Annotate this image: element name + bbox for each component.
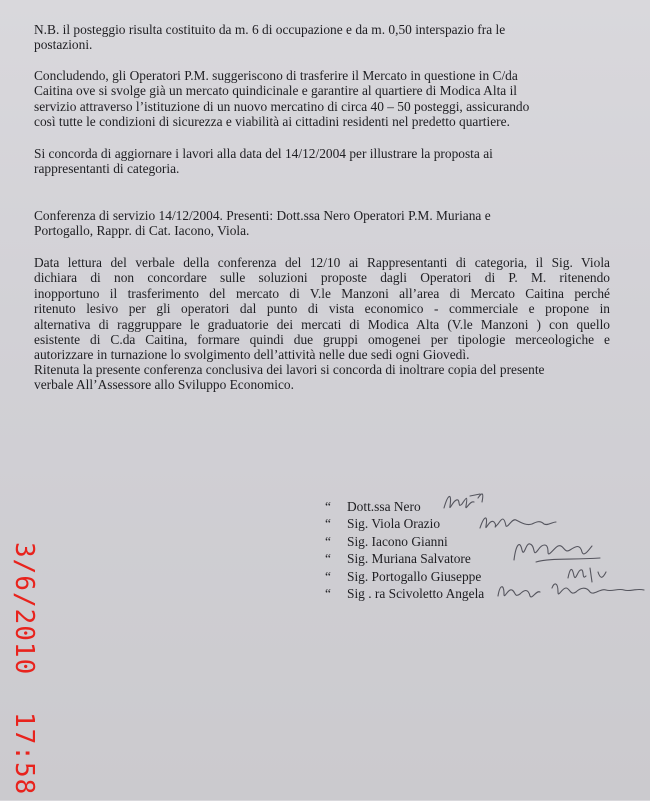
paragraph-data-lettura bbox=[34, 255, 610, 363]
paragraph-conferenza-servizio bbox=[34, 208, 612, 239]
timestamp-time: 17:58 bbox=[9, 712, 39, 796]
signatory-name: Sig. Portogallo Giuseppe bbox=[347, 568, 482, 584]
text-line: inopportuno il trasferimento del mercato di V.le Manzoni all’area di Mercato Caitina perché bbox=[34, 285, 610, 301]
signatory-row bbox=[325, 585, 645, 602]
paragraph-ritenuta bbox=[34, 362, 612, 393]
signatory-name: Sig. Iacono Gianni bbox=[347, 533, 448, 549]
ditto-mark: “ bbox=[325, 585, 331, 601]
signatory-list bbox=[325, 498, 645, 602]
ditto-mark: “ bbox=[325, 516, 331, 532]
text-line: postazioni. bbox=[34, 37, 93, 53]
text-line: verbale All’Assessore allo Sviluppo Economico. bbox=[34, 377, 294, 393]
text-line: rappresentanti di categoria. bbox=[34, 161, 180, 177]
signatory-row bbox=[325, 515, 645, 532]
text-line: Conferenza di servizio 14/12/2004. Presenti: Dott.ssa Nero Operatori P.M. Muriana e bbox=[34, 208, 491, 223]
signatory-row bbox=[325, 550, 645, 567]
ditto-mark: “ bbox=[325, 499, 331, 514]
ditto-mark: “ bbox=[325, 568, 331, 584]
text-line: Si concorda di aggiornare i lavori alla data del 14/12/2004 per illustrare la proposta ai bbox=[34, 146, 493, 161]
signatory-row bbox=[325, 568, 645, 585]
text-line: Caitina ove si svolge già un mercato quindicinale e garantire al quartiere di Modica Alta il bbox=[34, 83, 518, 99]
text-line: così tutte le condizioni di sicurezza e viabilità ai cittadini residenti nel predetto quartiere. bbox=[34, 114, 510, 130]
text-line: autorizzare in turnazione lo svolgimento dell’attività nelle due sedi ogni Giovedì. bbox=[34, 347, 470, 363]
timestamp-date: 3/6/2010 bbox=[9, 542, 39, 676]
ditto-mark: “ bbox=[325, 551, 331, 567]
ditto-mark: “ bbox=[325, 533, 331, 549]
signatory-row bbox=[325, 498, 645, 515]
paragraph-aggiornamento bbox=[34, 146, 612, 177]
text-line: alternativa di raggruppare le graduatorie dei mercati di Modica Alta (V.le Manzoni ) con quello bbox=[34, 316, 610, 332]
text-line: N.B. il posteggio risulta costituito da m. 6 di occupazione e da m. 0,50 interspazio fra le bbox=[34, 22, 506, 37]
signatory-row bbox=[325, 533, 645, 550]
camera-timestamp bbox=[8, 536, 38, 796]
text-line: esistente di C.da Caitina, formare quindi due gruppi omogenei per tipologie merceologiche e bbox=[34, 332, 610, 348]
signatory-name: Sig . ra Scivoletto Angela bbox=[347, 585, 485, 601]
paragraph-nb-posteggio bbox=[34, 22, 612, 53]
signatory-name: Sig. Viola Orazio bbox=[347, 516, 441, 532]
text-line: ritenuto lesivo per gli operatori dal punto di vista economico - commerciale e propone in bbox=[34, 301, 610, 317]
text-line: Data lettura del verbale della conferenza del 12/10 ai Rappresentanti di categoria, il Sig. Viola bbox=[34, 255, 610, 270]
text-line: dichiara di non concordare sulle soluzioni proposte dagli Operatori di P. M. ritenendo bbox=[34, 270, 610, 286]
signatory-name: Dott.ssa Nero bbox=[347, 499, 421, 514]
paragraph-concludendo bbox=[34, 68, 612, 130]
text-line: servizio attraverso l’istituzione di un nuovo mercatino di circa 40 – 50 posteggi, assicurando bbox=[34, 98, 530, 114]
text-line: Portogallo, Rappr. di Cat. Iacono, Viola. bbox=[34, 223, 250, 239]
text-line: Ritenuta la presente conferenza conclusiva dei lavori si concorda di inoltrare copia del presente bbox=[34, 362, 545, 377]
text-line: Concludendo, gli Operatori P.M. suggeriscono di trasferire il Mercato in questione in C/da bbox=[34, 68, 518, 83]
signatory-name: Sig. Muriana Salvatore bbox=[347, 551, 471, 567]
